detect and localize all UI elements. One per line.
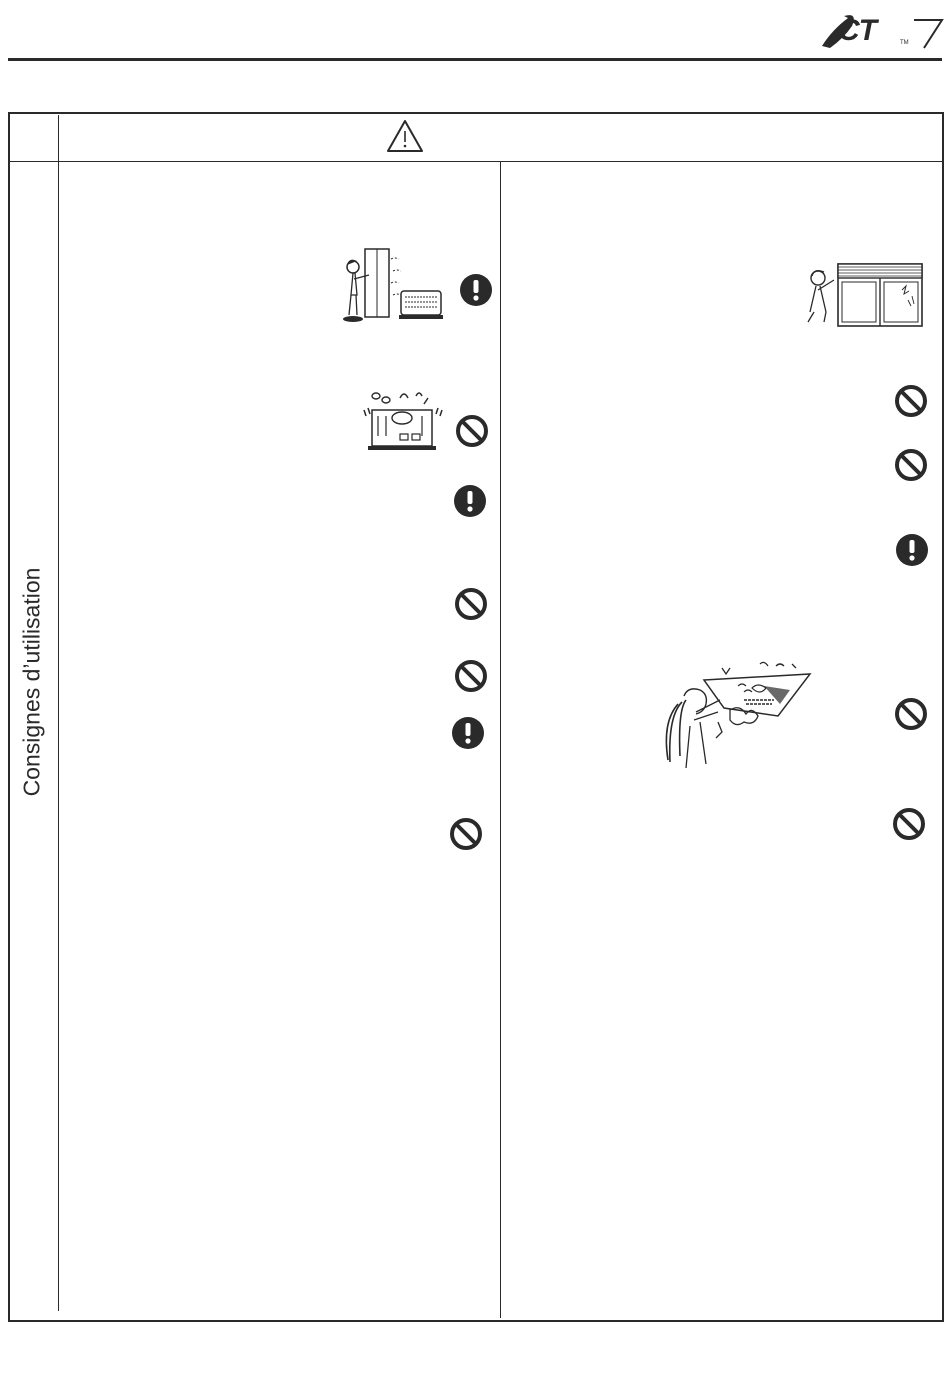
label-column-divider (58, 115, 59, 1311)
warning-triangle-icon (386, 119, 424, 153)
prohibition-icon (455, 414, 489, 448)
person-opening-window-heater-illustration (335, 247, 447, 327)
prohibition-icon (449, 817, 483, 851)
mandatory-action-icon (453, 484, 487, 518)
person-cleaning-unit-with-water-illustration (660, 660, 830, 770)
header-rule (8, 58, 942, 61)
brand-logo (818, 6, 948, 52)
column-divider (500, 161, 501, 1318)
section-side-label: Consignes d’utilisation (18, 567, 45, 797)
mandatory-action-icon (895, 533, 929, 567)
mandatory-action-icon (451, 716, 485, 750)
prohibition-icon (454, 587, 488, 621)
prohibition-icon (454, 659, 488, 693)
prohibition-icon (894, 697, 928, 731)
prohibition-icon (892, 807, 926, 841)
table-heading-divider (8, 161, 942, 162)
mandatory-action-icon (459, 273, 493, 307)
prohibition-icon (894, 384, 928, 418)
svg-text:CT: CT (838, 14, 876, 47)
trademark-label: TM (900, 40, 909, 46)
appliance-overheating-illustration (360, 388, 448, 452)
prohibition-icon (894, 448, 928, 482)
person-at-window-blind-illustration (804, 256, 926, 328)
